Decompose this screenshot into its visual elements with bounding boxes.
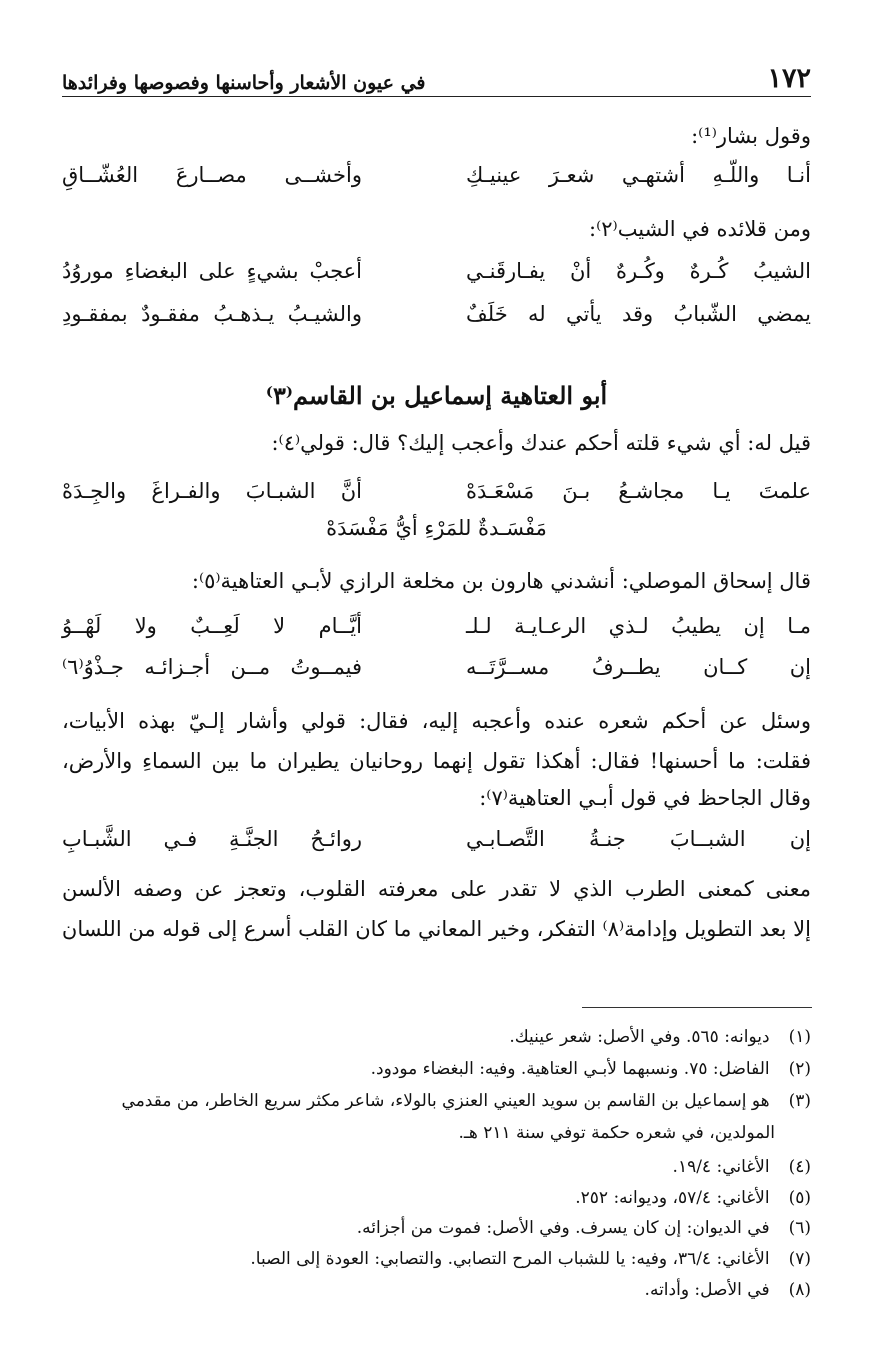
footnote-text: في الأصل: وأداته. — [644, 1280, 770, 1300]
paragraph-line: وقال الجاحظ في قول أبـي العتاهية⁽٧⁾: — [479, 786, 811, 810]
hemistich-second: أيَّــام لا لَعِــبٌ ولا لَهْــوُ — [62, 614, 362, 638]
verse-continuation: مَفْسَـدةٌ للمَرْءِ أيُّ مَفْسَدَهْ — [326, 516, 547, 540]
footnote — [62, 1185, 811, 1211]
section-heading: أبو العتاهية إسماعيل بن القاسم⁽٣⁾ — [265, 381, 608, 410]
hemistich-first: الشيبُ كُـرهٌ وكُـرهٌ أنْ يفـارقَنـي — [466, 259, 811, 283]
intro-line: وقول بشار⁽¹⁾: — [691, 124, 811, 148]
hemistich-first: أنـا واللّـهِ أشتهـي شعـرَ عينيـكِ — [466, 163, 811, 187]
hemistich-first: علمتَ يـا مجاشـعُ بـنَ مَسْعَـدَهْ — [466, 479, 811, 503]
footnote-text: الأغاني: ١٩/٤. — [672, 1157, 770, 1177]
running-header — [62, 58, 811, 94]
hemistich-second: أعجبْ بشيءٍ على البغضاءِ موروُدُ — [62, 259, 362, 283]
page-number: ١٧٢ — [767, 63, 811, 94]
verse-line — [62, 254, 811, 288]
intro-line: ومن قلائده في الشيب⁽٢⁾: — [589, 217, 811, 241]
hemistich-second: روائـحُ الجنَّـةِ فـي الشَّبـابِ — [62, 827, 362, 851]
verse-line — [62, 474, 811, 508]
footnote-number: (٤) — [788, 1157, 811, 1177]
footnote-text: الأغاني: ٥٧/٤، وديوانه: ٢٥٢. — [575, 1188, 770, 1208]
hemistich-first: مـا إن يطيبُ لـذي الرعـايـة لـلـ — [466, 614, 811, 638]
footnote-text: هو إسماعيل بن القاسم بن سويد العيني العنزي بالولاء، شاعر مكثر سريع الخاطر، من مقدمي — [121, 1091, 770, 1111]
footnote-continuation: المولدين، في شعره حكمة توفي سنة ٢١١ هـ. — [458, 1123, 775, 1143]
paragraph-line: معنى كمعنى الطرب الذي لا تقدر على معرفته القلوب، وتعجز عن وصفه الألسن — [62, 877, 811, 901]
hemistich-second: وأخشــى مصــارعَ العُشّــاقِ — [62, 163, 362, 187]
footnote — [62, 1277, 811, 1303]
intro-line: قال إسحاق الموصلي: أنشدني هارون بن مخلعة الرازي لأبـي العتاهية⁽٥⁾: — [191, 569, 811, 593]
verse-line — [62, 297, 811, 331]
hemistich-second: أنَّ الشبـابَ والفـراغَ والجِـدَهْ — [62, 479, 362, 503]
footnote-number: (٣) — [788, 1091, 811, 1111]
intro-line: قيل له: أي شيء قلته أحكم عندك وأعجب إليك؟ قال: قولي⁽٤⁾: — [271, 431, 811, 455]
hemistich-first: إن الشبــابَ جنـةُ التَّصـابـي — [466, 827, 811, 851]
verse-line — [62, 822, 811, 856]
footnote-number: (٨) — [788, 1280, 811, 1300]
footnote-rule — [582, 1007, 812, 1008]
footnote — [62, 1246, 811, 1272]
footnote-number: (١) — [788, 1027, 811, 1047]
footnote-number: (٢) — [788, 1059, 811, 1079]
hemistich-second: فيمــوتُ مــن أجـزائـه جـذْوُ⁽٦⁾ — [62, 655, 362, 679]
footnote — [62, 1024, 811, 1050]
footnote-text: الأغاني: ٣٦/٤، وفيه: يا للشباب المرح التصابي. والتصابي: العودة إلى الصبا. — [250, 1249, 770, 1269]
paragraph-line: وسئل عن أحكم شعره عنده وأعجبه إليه، فقال: قولي وأشار إلـيّ بهذه الأبيات، — [62, 709, 811, 733]
hemistich-first: إن كــان يطــرفُ مســرَّتَــه — [466, 655, 811, 679]
paragraph-line: إلا بعد التطويل وإدامة⁽٨⁾ التفكر، وخير المعاني ما كان القلب أسرع إلى قوله من اللسان — [61, 917, 811, 941]
verse-line — [62, 158, 811, 192]
footnote-number: (٦) — [788, 1218, 811, 1238]
footnote — [62, 1154, 811, 1180]
footnote — [62, 1215, 811, 1241]
footnote-number: (٥) — [788, 1188, 811, 1208]
running-title: في عيون الأشعار وأحاسنها وفصوصها وفرائدها — [62, 72, 426, 94]
header-rule — [62, 96, 811, 97]
hemistich-second: والشيـبُ يـذهـبُ مفقـودٌ بمفقـودِ — [62, 302, 362, 326]
paragraph-line: فقلت: ما أحسنها! فقال: أهكذا تقول إنهما روحانيان يطيران ما بين السماءِ والأرض، — [62, 749, 811, 773]
footnote-text: في الديوان: إن كان يسرف. وفي الأصل: فموت من أجزائه. — [356, 1218, 770, 1238]
footnote-number: (٧) — [788, 1249, 811, 1269]
hemistich-first: يمضي الشّبابُ وقد يأتي له خَلَفٌ — [466, 302, 811, 326]
footnote-text: ديوانه: ٥٦٥. وفي الأصل: شعر عينيك. — [509, 1027, 770, 1047]
verse-line — [62, 609, 811, 643]
verse-line — [62, 650, 811, 684]
footnote — [62, 1056, 811, 1082]
footnote — [62, 1088, 811, 1114]
footnote-text: الفاضل: ٧٥. ونسبهما لأبـي العتاهية. وفيه: البغضاء مودود. — [370, 1059, 770, 1079]
